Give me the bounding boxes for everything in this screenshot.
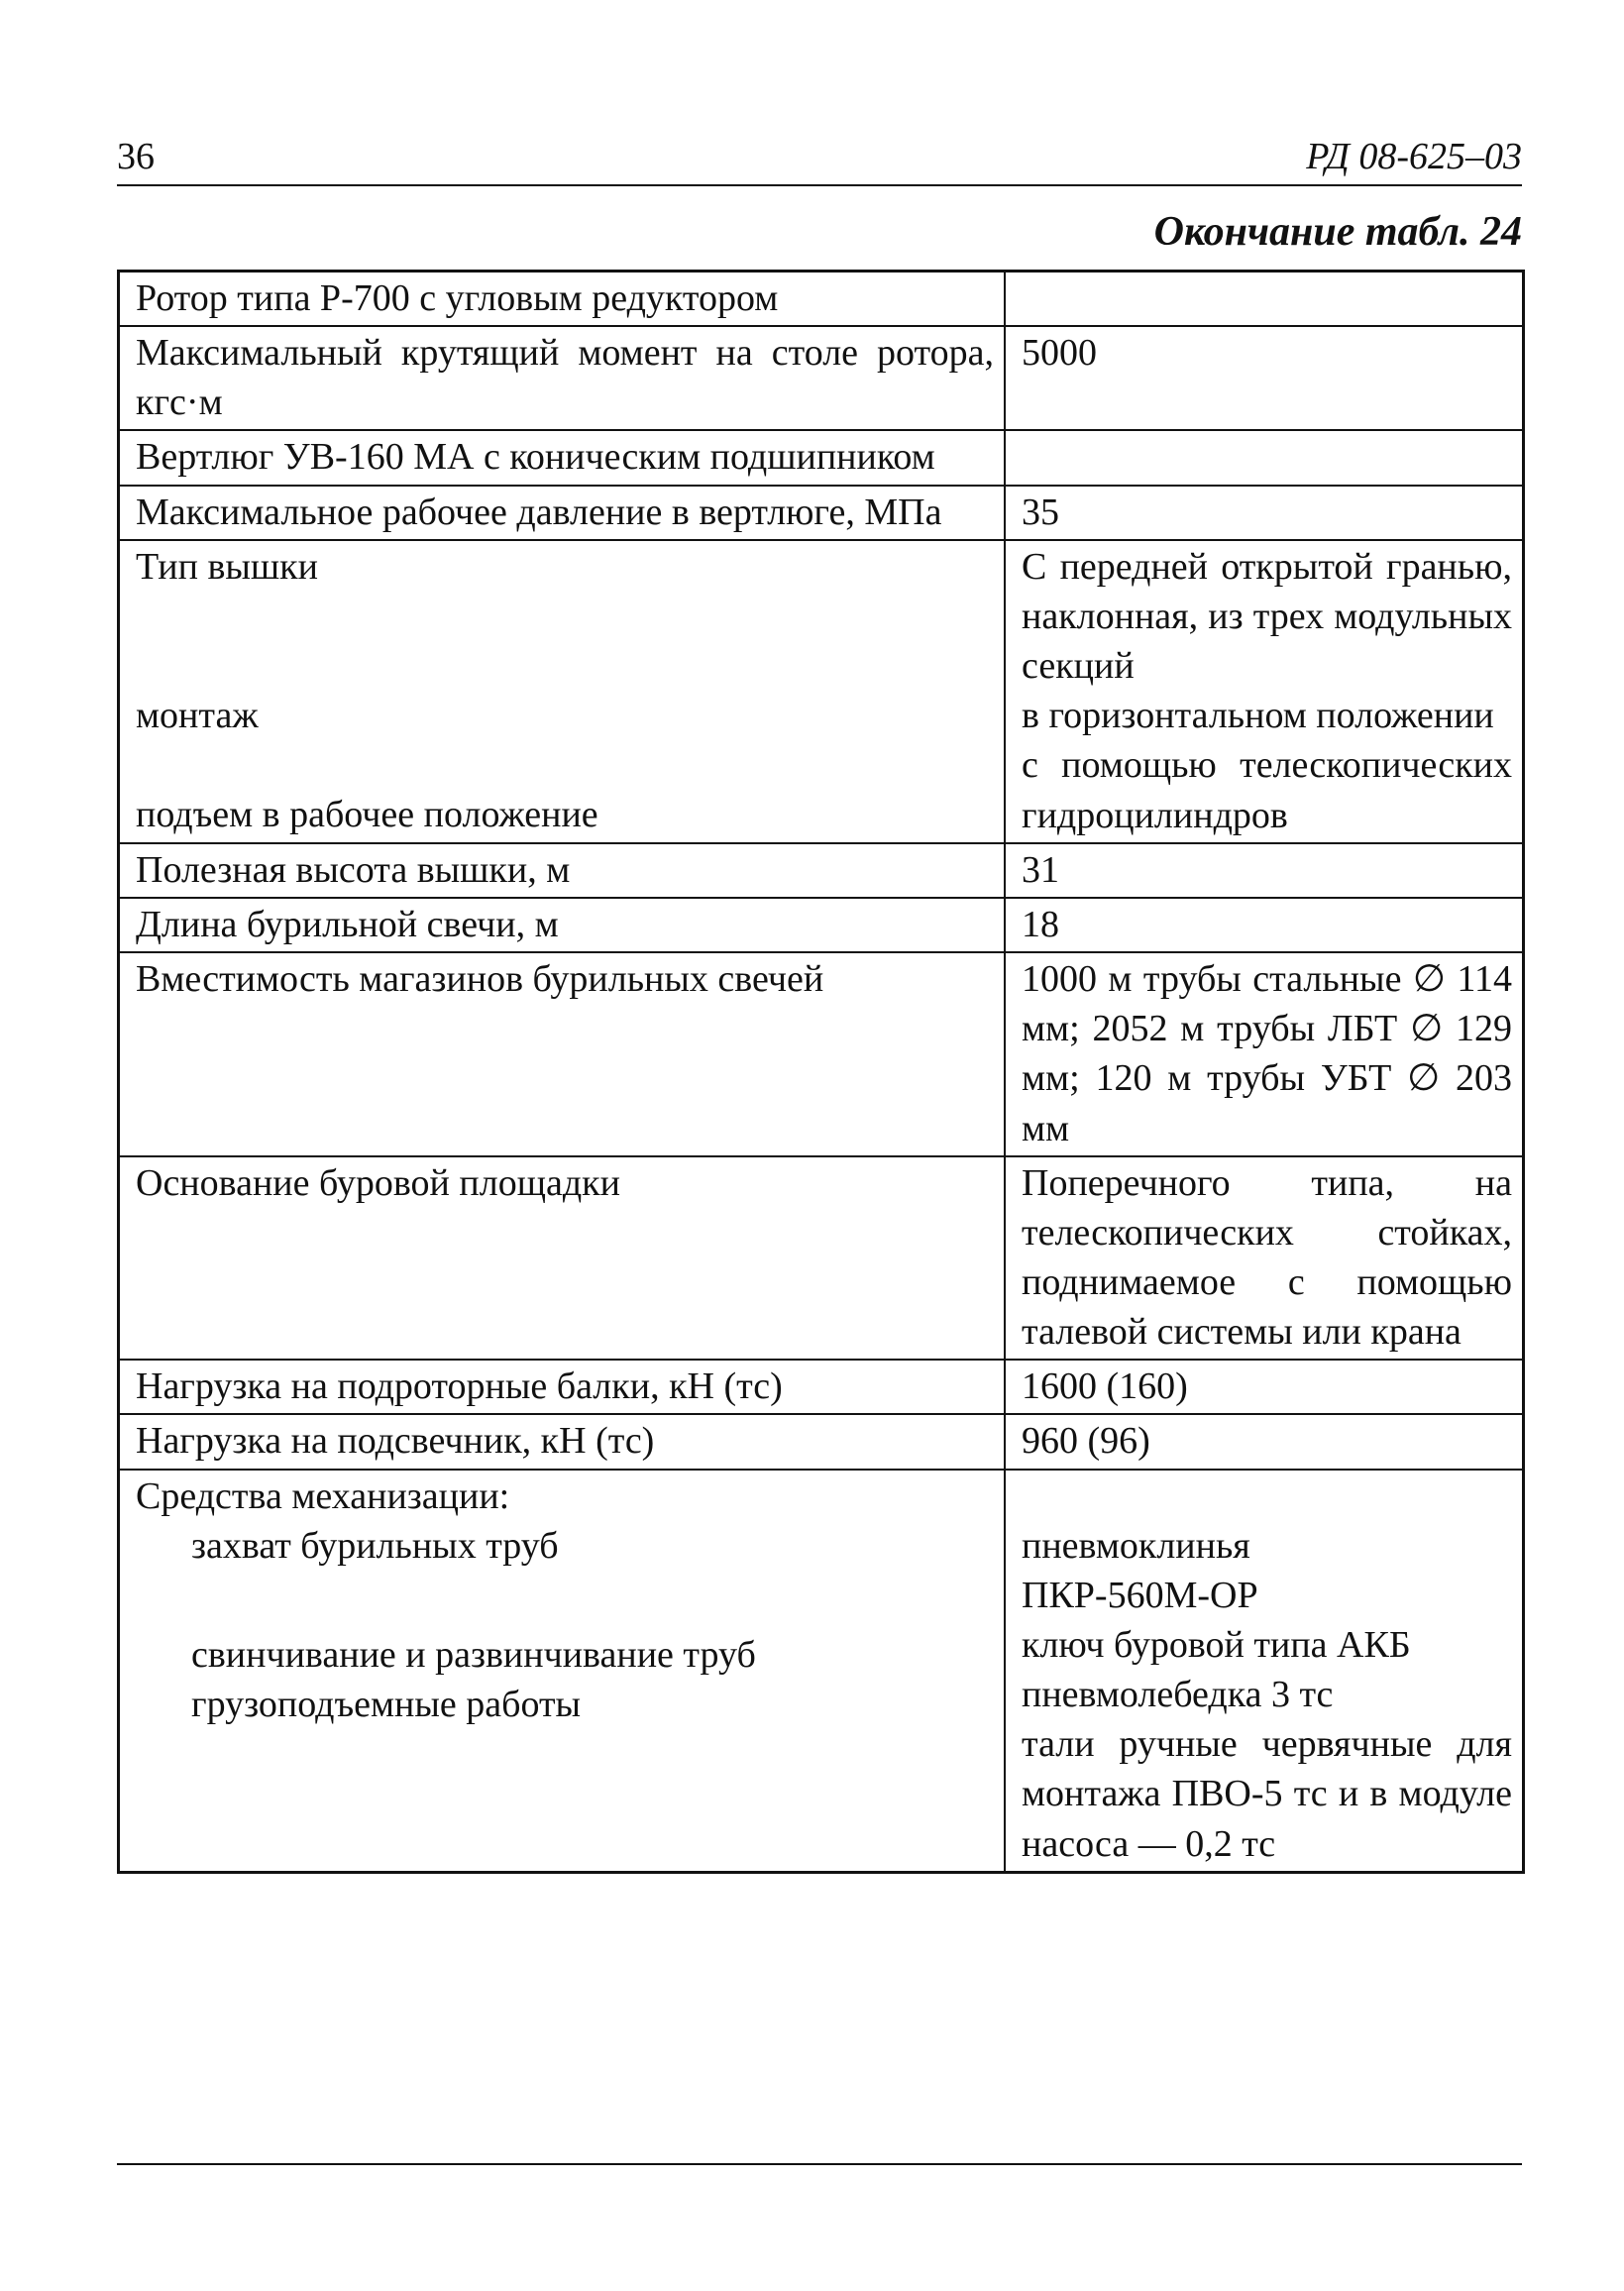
row-label: Максимальное рабочее давление в вертлюге, МПа xyxy=(119,486,1006,540)
table-row xyxy=(119,952,1524,1156)
row-label: Максимальный крутящий момент на столе ротора, кгс·м xyxy=(119,326,1006,430)
row-label: Вместимость магазинов бурильных свечей xyxy=(119,952,1006,1156)
footer-rule xyxy=(117,2163,1522,2165)
row-value: 960 (96) xyxy=(1005,1414,1524,1469)
grip-value: пневмоклинья ПКР-560М-ОР xyxy=(1022,1524,1258,1616)
makeup-label: свинчивание и развинчивание труб xyxy=(191,1633,756,1676)
tower-mount-label: монтаж xyxy=(136,694,259,736)
tower-mount-value: в горизонтальном положении xyxy=(1022,695,1494,737)
lifting-value-2: тали ручные червячные для монтажа ПВО-5 тс и в модуле насоса — 0,2 тс xyxy=(1022,1723,1512,1865)
table-row xyxy=(119,1360,1524,1414)
row-value: 1000 м трубы стальные ∅ 114 мм; 2052 м трубы ЛБТ ∅ 129 мм; 120 м трубы УБТ ∅ 203 мм xyxy=(1005,952,1524,1156)
row-value xyxy=(1005,272,1524,327)
tower-lift-value: с помощью телескопических гидроцилиндров xyxy=(1022,744,1512,836)
row-value xyxy=(1005,1470,1524,1873)
table-row xyxy=(119,486,1524,540)
document-code: РД 08-625–03 xyxy=(1306,136,1522,177)
row-label: Нагрузка на подсвечник, кН (тс) xyxy=(119,1414,1006,1469)
grip-label: захват бурильных труб xyxy=(191,1524,559,1567)
specification-table xyxy=(117,270,1525,1874)
row-label: Длина бурильной свечи, м xyxy=(119,898,1006,952)
table-row xyxy=(119,1156,1524,1361)
row-value: 18 xyxy=(1005,898,1524,952)
makeup-value: ключ буровой типа АКБ xyxy=(1022,1623,1411,1666)
row-value: Поперечного типа, на телескопических стойках, поднимаемое с помощью талевой системы или крана xyxy=(1005,1156,1524,1361)
row-value: 31 xyxy=(1005,843,1524,898)
table-row xyxy=(119,843,1524,898)
row-label: Нагрузка на подроторные балки, кН (тс) xyxy=(119,1360,1006,1414)
row-label: Ротор типа Р-700 с угловым редуктором xyxy=(119,272,1006,327)
table-row xyxy=(119,326,1524,430)
table-row xyxy=(119,898,1524,952)
tower-lift-label: подъем в рабочее положение xyxy=(136,794,598,836)
table-caption: Окончание табл. 24 xyxy=(1153,209,1522,255)
table-row xyxy=(119,430,1524,485)
row-value xyxy=(1005,540,1524,843)
page-header xyxy=(117,131,1522,186)
row-value xyxy=(1005,430,1524,485)
row-value: 5000 xyxy=(1005,326,1524,430)
page-number: 36 xyxy=(117,136,155,177)
row-label xyxy=(119,1470,1006,1873)
table-row xyxy=(119,1414,1524,1469)
table-row xyxy=(119,272,1524,327)
row-value: 1600 (160) xyxy=(1005,1360,1524,1414)
table-row xyxy=(119,1470,1524,1873)
tower-type-value: С передней открытой гранью, наклонная, из трех модульных секций xyxy=(1022,545,1512,688)
lifting-value-1: пневмолебедка 3 тс xyxy=(1022,1674,1334,1716)
lifting-label: грузоподъемные работы xyxy=(191,1684,582,1726)
row-label: Вертлюг УВ-160 МА с коническим подшипником xyxy=(119,430,1006,485)
row-label: Полезная высота вышки, м xyxy=(119,843,1006,898)
row-value: 35 xyxy=(1005,486,1524,540)
tower-type-label: Тип вышки xyxy=(136,545,318,588)
row-label xyxy=(119,540,1006,843)
table-row xyxy=(119,540,1524,843)
row-label: Основание буровой площадки xyxy=(119,1156,1006,1361)
mechanization-label: Средства механизации: xyxy=(136,1474,510,1517)
